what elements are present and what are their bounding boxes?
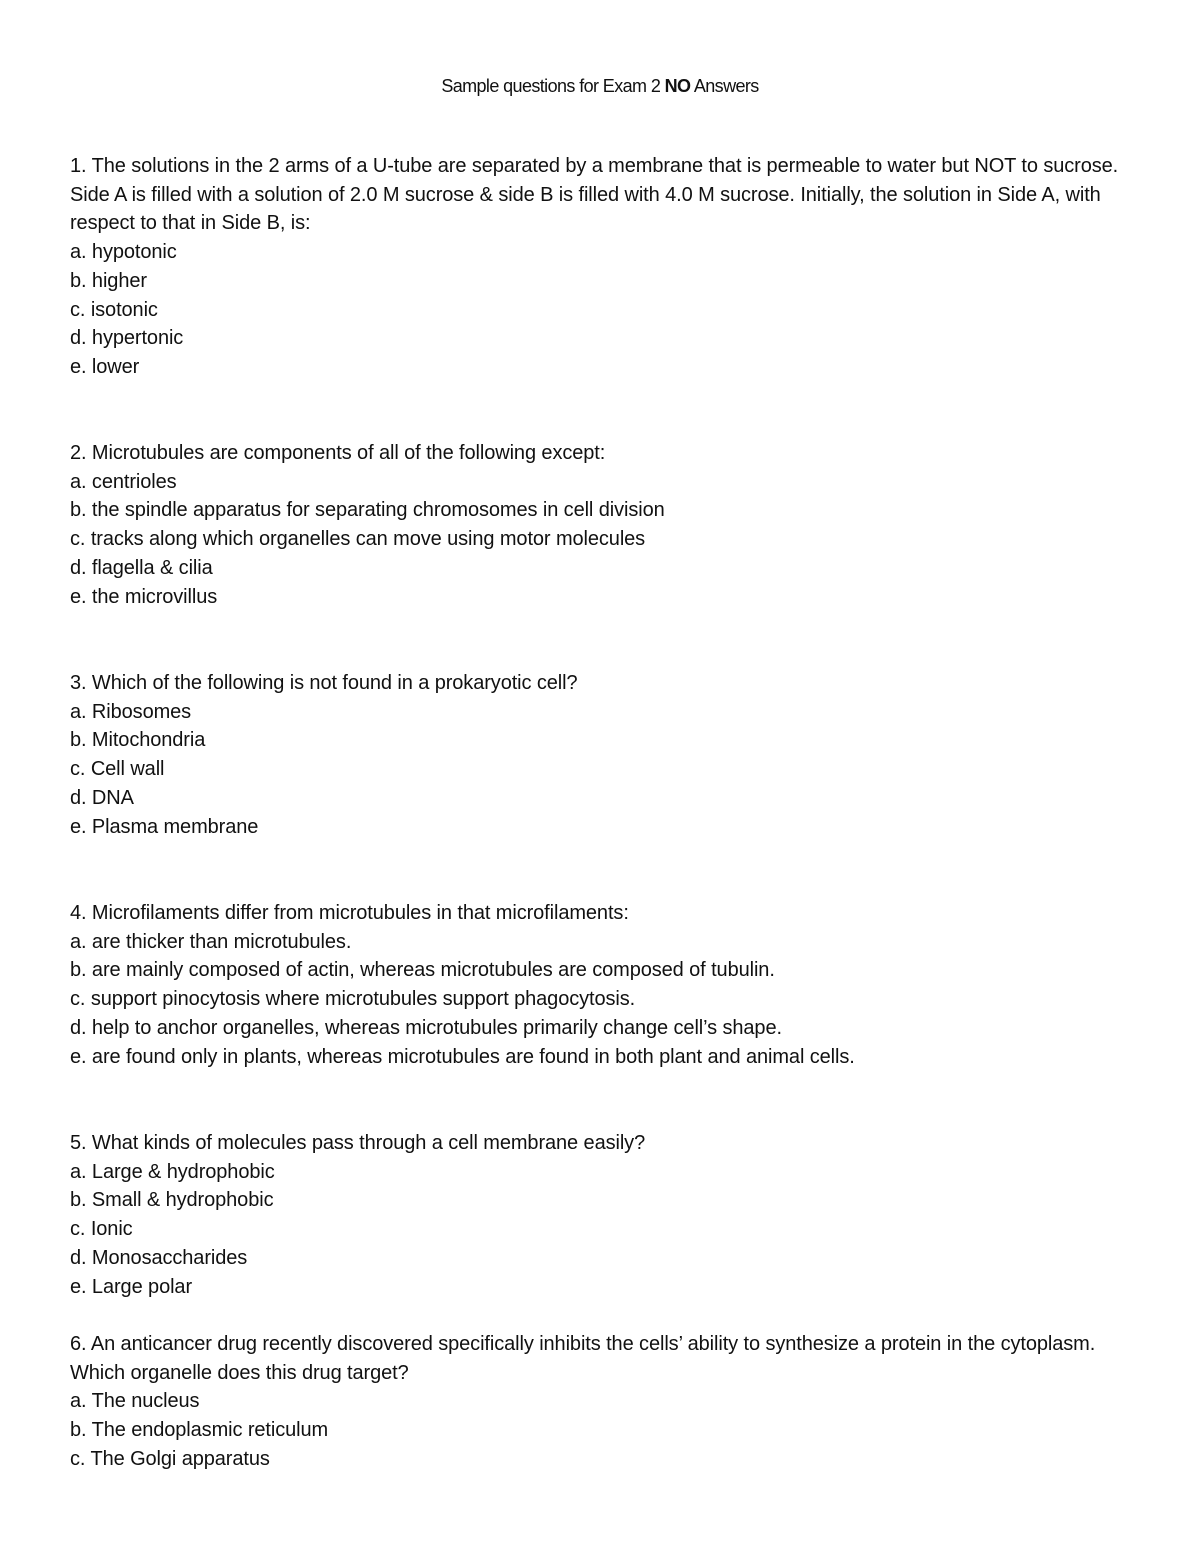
answer-option: e. lower xyxy=(70,355,140,378)
question-text: 5. What kinds of molecules pass through a cell membrane easily? xyxy=(70,1132,646,1154)
answer-option: b. the spindle apparatus for separating chromosomes in cell division xyxy=(70,499,665,522)
answer-option: b. The endoplasmic reticulum xyxy=(70,1419,329,1442)
answer-option: d. help to anchor organelles, whereas microtubules primarily change cell’s shape. xyxy=(70,1016,782,1039)
answer-option: a. centrioles xyxy=(70,470,177,493)
answer-option: c. Ionic xyxy=(70,1218,133,1241)
question-text: 3. Which of the following is not found in a prokaryotic cell? xyxy=(70,672,578,694)
question-text: 1. The solutions in the 2 arms of a U-tube are separated by a membrane that is permeable to water but NOT to sucrose. Side A is filled with a solution of 2.0 M sucrose & side B is filled with 4.0 M sucrose. Initially, the solution in Side A, with respect to that in Side B, is: xyxy=(70,155,1119,235)
title-emphasis: NO xyxy=(664,76,691,96)
answer-option: d. flagella & cilia xyxy=(70,556,213,579)
answer-option: a. Large & hydrophobic xyxy=(70,1160,275,1183)
answer-option: e. the microvillus xyxy=(70,585,218,608)
question-6 xyxy=(70,1330,1130,1474)
answer-option: a. hypotonic xyxy=(70,241,177,264)
title-suffix: Answers xyxy=(690,76,759,96)
answer-option: b. higher xyxy=(70,269,147,292)
question-text: 2. Microtubules are components of all of the following except: xyxy=(70,442,606,464)
answer-option: c. support pinocytosis where microtubules support phagocytosis. xyxy=(70,988,636,1011)
answer-option: d. hypertonic xyxy=(70,327,184,350)
answer-option: b. are mainly composed of actin, whereas microtubules are composed of tubulin. xyxy=(70,959,775,982)
answer-option: e. Plasma membrane xyxy=(70,815,259,838)
question-text: 4. Microfilaments differ from microtubules in that microfilaments: xyxy=(70,902,629,924)
answer-option: d. DNA xyxy=(70,786,134,809)
answer-option: e. are found only in plants, whereas microtubules are found in both plant and animal cells. xyxy=(70,1045,855,1068)
answer-option: a. are thicker than microtubules. xyxy=(70,930,352,953)
answer-option: a. Ribosomes xyxy=(70,700,192,723)
answer-option: d. Monosaccharides xyxy=(70,1246,248,1269)
answer-option: e. Large polar xyxy=(70,1275,193,1298)
question-text: 6. An anticancer drug recently discovered specifically inhibits the cells’ ability to synthesize a protein in the cytoplasm. Which organelle does this drug target? xyxy=(70,1333,1096,1384)
page-title xyxy=(0,74,1200,98)
title-prefix: Sample questions for Exam 2 xyxy=(441,76,665,96)
answer-option: c. isotonic xyxy=(70,298,158,321)
answer-option: c. tracks along which organelles can move using motor molecules xyxy=(70,528,646,551)
answer-option: a. The nucleus xyxy=(70,1390,200,1413)
answer-option: b. Mitochondria xyxy=(70,729,206,752)
question-5 xyxy=(70,1129,1130,1301)
question-2 xyxy=(70,439,1130,611)
answer-option: c. The Golgi apparatus xyxy=(70,1447,270,1470)
answer-option: b. Small & hydrophobic xyxy=(70,1189,274,1212)
question-4 xyxy=(70,899,1130,1071)
question-1 xyxy=(70,152,1130,382)
answer-option: c. Cell wall xyxy=(70,758,165,781)
question-3 xyxy=(70,669,1130,841)
